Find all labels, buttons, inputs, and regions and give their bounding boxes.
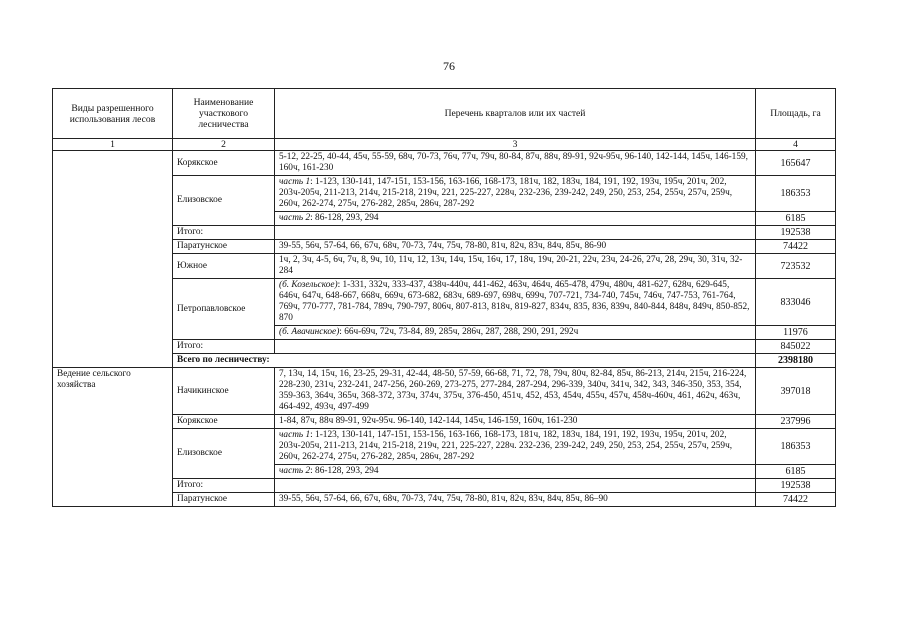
subtotal-label: Итого: <box>173 340 275 354</box>
part-label: часть 1 <box>279 177 311 187</box>
part-label: часть 2 <box>279 466 311 476</box>
quarters-list <box>275 212 756 226</box>
header-area: Площадь, га <box>756 89 836 139</box>
header-forestry: Наименование участкового лесничества <box>173 89 275 139</box>
sub-forestry-label: (б. Козельское) <box>279 280 338 290</box>
area-value: 237996 <box>756 415 836 429</box>
quarters-list <box>275 465 756 479</box>
forestry-name: Южное <box>173 254 275 279</box>
forestry-name: Петропавловское <box>173 279 275 340</box>
quarters-text: : 86-128, 293, 294 <box>310 213 379 223</box>
forestry-name: Начикинское <box>173 368 275 415</box>
total-area-value: 2398180 <box>756 354 836 368</box>
quarters-list <box>275 176 756 212</box>
empty-cell <box>275 479 756 493</box>
use-type-cell: Ведение сельского хозяйства <box>53 368 173 507</box>
area-value: 11976 <box>756 326 836 340</box>
area-value: 165647 <box>756 151 836 176</box>
quarters-list: 39-55, 56ч, 57-64, 66, 67ч, 68ч, 70-73, 74ч, 75ч, 78-80, 81ч, 82ч, 83ч, 84ч, 85ч, 86–90 <box>275 493 756 507</box>
area-value: 6185 <box>756 212 836 226</box>
use-type-cell <box>53 151 173 368</box>
quarters-list: 39-55, 56ч, 57-64, 66, 67ч, 68ч, 70-73, 74ч, 75ч, 78-80, 81ч, 82ч, 83ч, 84ч, 85ч, 86-90 <box>275 240 756 254</box>
quarters-text: : 1-123, 130-141, 147-151, 153-156, 163-166, 168-173, 181ч, 182, 183ч, 184, 191, 192, 193ч, 195ч, 201ч, 202, 203ч-205ч, 211-213, 214ч, 215-218, 219ч, 221, 225-227, 228ч, 232-236, 239-242, 249, 250, 253, 254, 255ч, 257ч, 259ч, 260ч, 262-274, 275ч, 276-282, 285ч, 286ч, 287-292 <box>279 177 733 209</box>
area-value: 74422 <box>756 240 836 254</box>
column-number-row <box>53 139 836 151</box>
part-label: часть 2 <box>279 213 311 223</box>
col-number: 3 <box>275 139 756 151</box>
col-number: 2 <box>173 139 275 151</box>
sub-forestry-label: (б. Авачинское) <box>279 327 340 337</box>
quarters-list: 1-84, 87ч, 88ч 89-91, 92ч-95ч. 96-140, 142-144, 145ч, 146-159, 160ч, 161-230 <box>275 415 756 429</box>
area-value: 833046 <box>756 279 836 326</box>
area-value: 186353 <box>756 176 836 212</box>
quarters-list <box>275 326 756 340</box>
quarters-list <box>275 429 756 465</box>
quarters-text: : 66ч-69ч, 72ч, 73-84, 89, 285ч, 286ч, 287, 288, 290, 291, 292ч <box>339 327 579 337</box>
forestry-name: Паратунское <box>173 493 275 507</box>
area-value: 192538 <box>756 226 836 240</box>
total-label: Всего по лесничеству: <box>173 354 756 368</box>
header-use-type: Виды разрешенного использования лесов <box>53 89 173 139</box>
quarters-list: 5-12, 22-25, 40-44, 45ч, 55-59, 68ч, 70-73, 76ч, 77ч, 79ч, 80-84, 87ч, 88ч, 89-91, 92ч-95ч, 96-140, 142-144, 145ч, 146-159, 160ч, 161-230 <box>275 151 756 176</box>
area-value: 397018 <box>756 368 836 415</box>
subtotal-label: Итого: <box>173 226 275 240</box>
empty-cell <box>275 226 756 240</box>
area-value: 845022 <box>756 340 836 354</box>
quarters-text: : 86-128, 293, 294 <box>310 466 379 476</box>
quarters-list: 1ч, 2, 3ч, 4-5, 6ч, 7ч, 8, 9ч, 10, 11ч, 12, 13ч, 14ч, 15ч, 16ч, 17, 18ч, 19ч, 20-21, 22ч, 23ч, 24-26, 27ч, 28, 29ч, 30, 31ч, 32-284 <box>275 254 756 279</box>
forest-quarters-table <box>52 88 836 507</box>
part-label: часть 1 <box>279 430 311 440</box>
quarters-list <box>275 279 756 326</box>
quarters-text: : 1-123, 130-141, 147-151, 153-156, 163-166, 168-173, 181ч, 182, 183ч, 184, 191, 192, 193ч, 195ч, 201ч, 202, 203ч-205ч, 211-213, 214ч, 215-218, 219ч, 221, 225-227, 228ч. 232-236, 239-242, 249, 250, 253, 254, 255ч, 257ч, 259ч, 260ч, 262-274, 275ч, 276-282, 285ч, 286ч, 287-292 <box>279 430 733 462</box>
table-row <box>53 151 836 176</box>
quarters-text: : 1-331, 332ч, 333-437, 438ч-440ч, 441-462, 463ч, 464ч, 465-478, 479ч, 480ч, 481-627, 628ч, 629-645, 646ч, 647ч, 648-667, 668ч, 669ч, 673-682, 683ч, 689-697, 698ч, 699ч, 707-721, 734-740, 745ч, 746ч, 747-753, 761-764, 769ч, 770-777, 781-784, 789ч, 790-797, 806ч, 807-813, 818ч, 819-827, 834ч, 835, 836, 839ч, 840-844, 848ч, 849ч, 850-852, 870 <box>279 280 750 323</box>
forestry-name: Паратунское <box>173 240 275 254</box>
subtotal-label: Итого: <box>173 479 275 493</box>
header-row <box>53 89 836 139</box>
empty-cell <box>275 340 756 354</box>
quarters-list: 7, 13ч, 14, 15ч, 16, 23-25, 29-31, 42-44, 48-50, 57-59, 66-68, 71, 72, 78, 79ч, 80ч, 82-84, 85ч, 86-213, 214ч, 215ч, 216-224, 228-230, 231ч, 232-241, 247-256, 260-269, 273-275, 277-284, 287-294, 296-339, 340ч, 341ч, 342, 343, 346-350, 353, 354, 359-363, 364ч, 365ч, 368-372, 373ч, 374ч, 375ч, 376-450, 451ч, 452, 453, 454ч, 455ч, 457ч, 458ч-460ч, 461, 462ч, 463ч, 464-492, 493ч, 497-499 <box>275 368 756 415</box>
area-value: 192538 <box>756 479 836 493</box>
table-row <box>53 368 836 415</box>
forestry-name: Корякское <box>173 151 275 176</box>
forestry-name: Елизовское <box>173 176 275 226</box>
header-quarters: Перечень кварталов или их частей <box>275 89 756 139</box>
area-value: 186353 <box>756 429 836 465</box>
col-number: 1 <box>53 139 173 151</box>
area-value: 74422 <box>756 493 836 507</box>
forestry-name: Елизовское <box>173 429 275 479</box>
page-number: 76 <box>443 59 455 73</box>
area-value: 723532 <box>756 254 836 279</box>
col-number: 4 <box>756 139 836 151</box>
area-value: 6185 <box>756 465 836 479</box>
forestry-name: Корякское <box>173 415 275 429</box>
